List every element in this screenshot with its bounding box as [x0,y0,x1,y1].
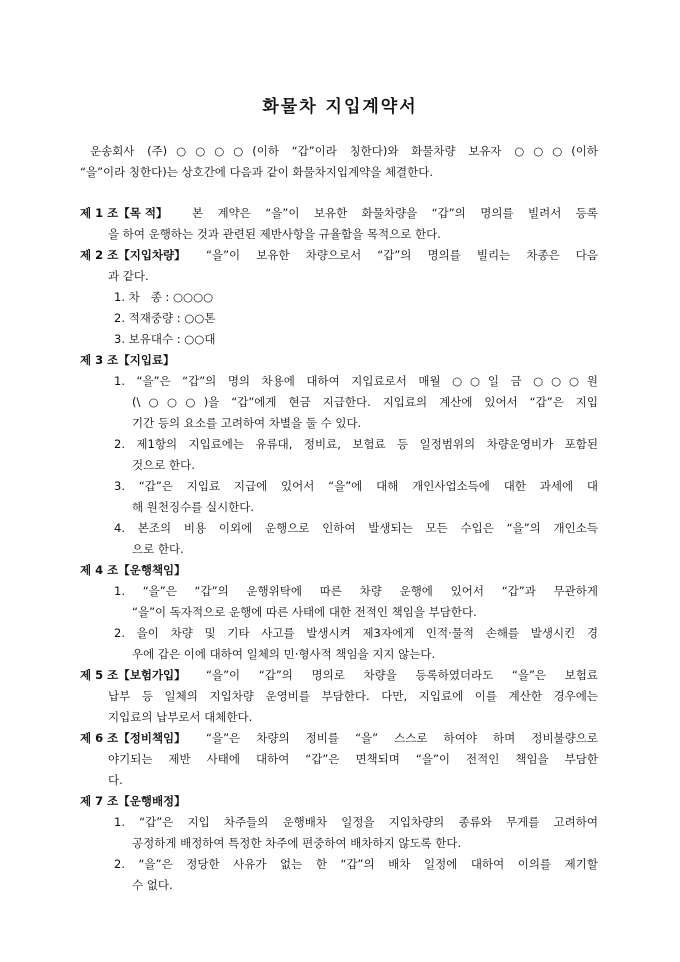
article-1-text-2: 을 하여 운행하는 것과 관련된 제반사항을 규율함을 목적으로 한다. [108,227,441,241]
article-2-item-2: 2. 적재중량 : ○○톤 [114,311,216,325]
article-4-item-1-line-1: 1. “을”은 “갑”의 운행위탁에 따른 차량 운행에 있어서 “갑”과 무관하게 [114,584,598,598]
article-6-text-2: 야기되는 제반 사태에 대하여 “갑”은 면책되며 “을”이 전적인 책임을 부담한 [108,752,598,766]
article-5-text-3: 지입료의 납부로서 대체한다. [108,710,253,724]
article-2-item-3: 3. 보유대수 : ○○대 [114,332,216,346]
article-7-item-2-line-2: 수 없다. [132,878,173,892]
article-7-item-1-line-1: 1. “갑”은 지입 차주들의 운행배차 일정을 지입차량의 종류와 무게를 고려하여 [114,815,598,829]
article-3-item-1-line-2: (\○○○)을 “갑”에게 현금 지급한다. 지입료의 계산에 있어서 “갑”은 지입 [132,395,598,409]
article-3-heading: 제 3 조【지입료】 [80,353,175,367]
article-1-text-1: 본 계약은 “을”이 보유한 화물차량을 “갑”의 명의를 빌려서 등록 [192,206,598,220]
article-7-item-1-line-2: 공정하게 배정하여 특정한 차주에 편중하여 배차하지 않도록 한다. [132,836,462,850]
article-4-item-1-line-2: “을”이 독자적으로 운행에 따른 사태에 대한 전적인 책임을 부담한다. [132,605,477,619]
article-3-item-2-line-2: 것으로 한다. [132,458,195,472]
article-3-item-4-line-1: 4. 본조의 비용 이외에 운행으로 인하여 발생되는 모든 수입은 “을”의 개인소득 [114,521,598,535]
article-3-item-1-line-1: 1. “을”은 “갑”의 명의 차용에 대하여 지입료로서 매월 ○○일 금 ○○○원 [114,374,598,388]
article-3-item-4-line-2: 으로 한다. [132,542,184,556]
article-7-heading: 제 7 조【운행배정】 [80,794,186,808]
article-3-item-3-line-2: 해 원천징수를 실시한다. [132,500,255,514]
article-6-text-1: “을”은 차량의 정비를 “을” 스스로 하여야 하며 정비불량으로 [206,731,598,745]
article-2-item-1: 1. 차 종 : ○○○○ [114,290,214,304]
article-4-heading: 제 4 조【운행책임】 [80,563,186,577]
article-3-item-3-line-1: 3. “갑”은 지입료 지급에 있어서 “을”에 대해 개인사업소득에 대한 과세에 대 [114,479,598,493]
article-6-text-3: 다. [108,773,123,787]
document-title: 화물차 지입계약서 [262,97,418,117]
article-5-text-1: “을”이 “갑”의 명의로 차량을 등록하였더라도 “을”은 보험료 [206,668,598,682]
intro-line-2: “을”이라 칭한다)는 상호간에 다음과 같이 화물차지입계약을 체결한다. [80,165,434,179]
article-1-heading: 제 1 조【목 적】 [80,206,168,220]
article-5-heading: 제 5 조【보험가입】 [80,668,186,682]
article-2-heading: 제 2 조【지입차량】 [80,248,186,262]
article-6-heading: 제 6 조【정비책임】 [80,731,186,745]
article-5-text-2: 납부 등 일체의 지입차량 운영비를 부담한다. 다만, 지입료에 이를 계산한 경우에는 [108,689,598,703]
article-4-item-2-line-1: 2. 을이 차량 및 기타 사고를 발생시켜 제3자에게 인적·물적 손해를 발생시킨 경 [114,626,598,640]
article-7-item-2-line-1: 2. “을”은 정당한 사유가 없는 한 “갑”의 배차 일정에 대하여 이의를 제기할 [114,857,598,871]
article-3-item-2-line-1: 2. 제1항의 지입료에는 유류대, 정비료, 보험료 등 일정범위의 차량운영비가 포함된 [114,437,598,451]
article-2-text-1: “을”이 보유한 차량으로서 “갑”의 명의를 빌리는 차종은 다음 [206,248,598,262]
article-4-item-2-line-2: 우에 갑은 이에 대하여 일체의 민·형사적 책임을 지지 않는다. [132,647,436,661]
intro-line-1: 운송회사 (주)○○○○(이하 “갑”이라 칭한다)와 화물차량 보유자 ○○○(이하 [90,144,598,158]
article-3-item-1-line-3: 기간 등의 요소를 고려하여 차별을 둘 수 있다. [132,416,362,430]
article-2-text-2: 과 같다. [108,269,149,283]
